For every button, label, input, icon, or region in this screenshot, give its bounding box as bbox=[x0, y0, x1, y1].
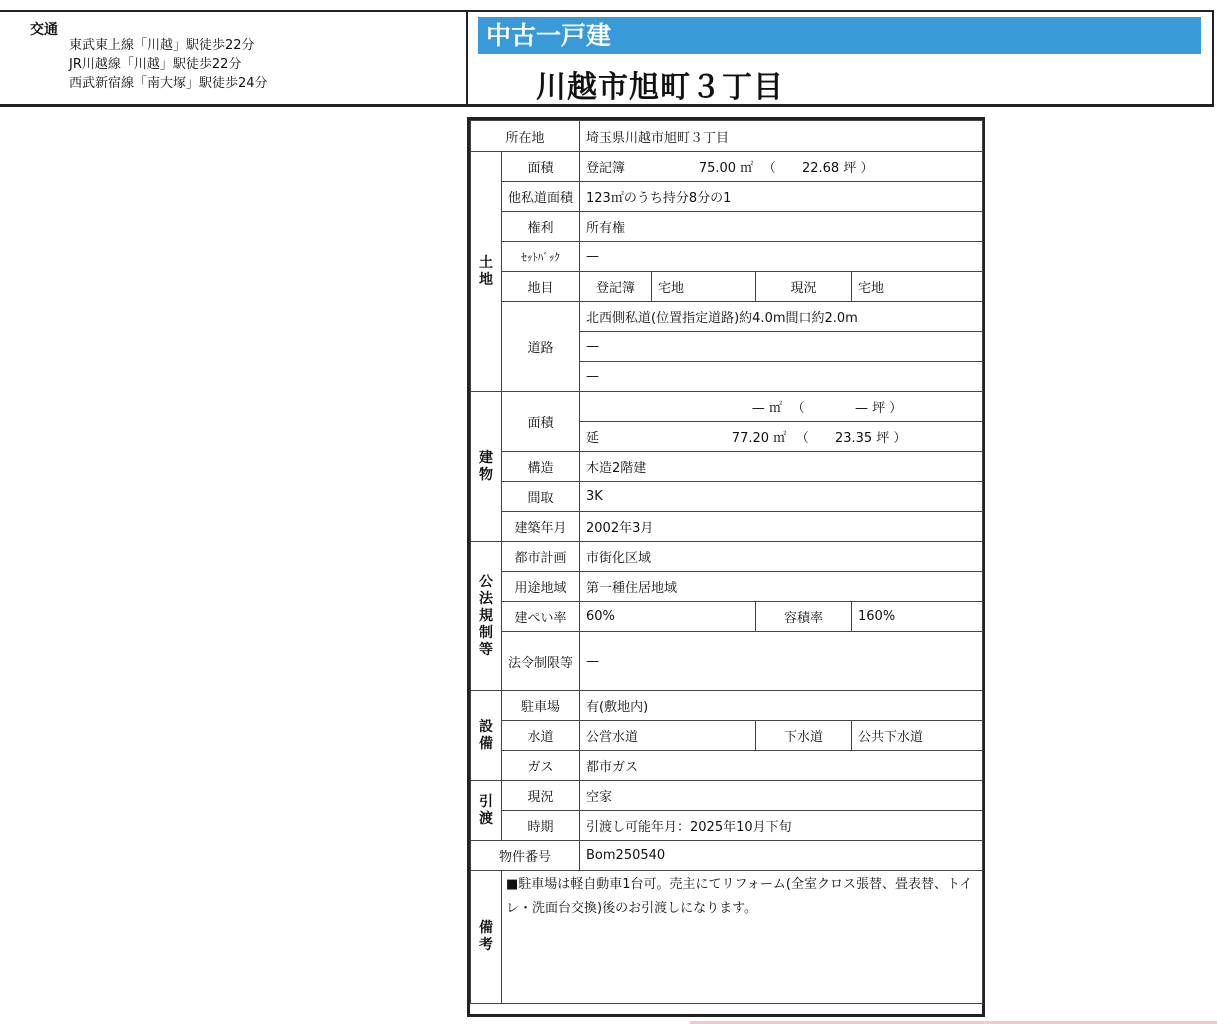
transit-line-3: 西武新宿線「南大塚」駅徒歩24分 bbox=[69, 76, 268, 91]
category-registry-value: 宅地 bbox=[652, 272, 756, 302]
building-area-1-paren: （ bbox=[791, 401, 805, 416]
private-road-label: 他私道面積 bbox=[502, 182, 580, 212]
coverage-label: 建ぺい率 bbox=[502, 602, 580, 632]
land-category-label: 地目 bbox=[502, 272, 580, 302]
listing-title: 川越市旭町３丁目 bbox=[536, 70, 784, 105]
built-value: 2002年3月 bbox=[580, 512, 983, 542]
layout-value: 3K bbox=[580, 482, 983, 512]
category-current-value: 宅地 bbox=[852, 272, 983, 302]
land-area-source: 登記簿 bbox=[586, 161, 626, 176]
structure-label: 構造 bbox=[502, 452, 580, 482]
building-area-2-sqm: 77.20 ㎡ bbox=[731, 431, 787, 446]
legal-label: 法令制限等 bbox=[502, 632, 580, 691]
far-label: 容積率 bbox=[756, 602, 852, 632]
road-row-3: — bbox=[580, 362, 983, 392]
handover-group-label: 引 渡 bbox=[471, 781, 502, 841]
location-label: 所在地 bbox=[471, 121, 580, 152]
structure-value: 木造2階建 bbox=[580, 452, 983, 482]
road-row-2: — bbox=[580, 332, 983, 362]
handover-status-label: 現況 bbox=[502, 781, 580, 811]
building-area-1-sqm: — ㎡ bbox=[751, 401, 783, 416]
property-spec-table bbox=[467, 117, 985, 1017]
building-area-2-tsubo: 23.35 坪 ） bbox=[834, 431, 907, 446]
parking-label: 駐車場 bbox=[502, 691, 580, 721]
facilities-group-label: 設 備 bbox=[471, 691, 502, 781]
rights-label: 権利 bbox=[502, 212, 580, 242]
legal-value: — bbox=[580, 632, 983, 691]
far-value: 160% bbox=[852, 602, 983, 632]
rights-value: 所有権 bbox=[580, 212, 983, 242]
city-plan-value: 市街化区域 bbox=[580, 542, 983, 572]
building-area-2-paren: （ bbox=[795, 431, 809, 446]
category-current-label: 現況 bbox=[756, 272, 852, 302]
property-type-band: 中古一戸建 bbox=[478, 17, 1201, 54]
remarks-text: ■駐車場は軽自動車1台可。売主にてリフォーム(全室クロス張替、畳表替、トイレ・洗面台交換)後のお引渡しになります。 bbox=[502, 871, 983, 1004]
handover-timing-value: 引渡し可能年月：2025年10月下旬 bbox=[580, 811, 983, 841]
remarks-group-label: 備 考 bbox=[471, 871, 502, 1004]
layout-label: 間取 bbox=[502, 482, 580, 512]
transit-lines bbox=[69, 36, 268, 93]
coverage-value: 60% bbox=[580, 602, 756, 632]
header-divider bbox=[466, 12, 468, 104]
land-area-sqm: 75.00 ㎡ bbox=[698, 161, 754, 176]
building-area-row-1 bbox=[580, 392, 983, 422]
land-area-tsubo: 22.68 坪 ） bbox=[801, 161, 874, 176]
land-area-paren: （ bbox=[762, 161, 776, 176]
water-label: 水道 bbox=[502, 721, 580, 751]
sewer-value: 公共下水道 bbox=[852, 721, 983, 751]
zoning-label: 用途地域 bbox=[502, 572, 580, 602]
private-road-value: 123㎡のうち持分8分の1 bbox=[580, 182, 983, 212]
building-group-label: 建 物 bbox=[471, 392, 502, 542]
transit-label: 交通 bbox=[30, 22, 58, 38]
land-group-label: 土 地 bbox=[471, 152, 502, 392]
handover-timing-label: 時期 bbox=[502, 811, 580, 841]
handover-status-value: 空家 bbox=[580, 781, 983, 811]
building-area-label: 面積 bbox=[502, 392, 580, 452]
regulations-group-label: 公 法 規 制 等 bbox=[471, 542, 502, 691]
built-label: 建築年月 bbox=[502, 512, 580, 542]
building-area-1-tsubo: — 坪 ） bbox=[855, 401, 903, 416]
transit-line-2: JR川越線「川越」駅徒歩22分 bbox=[69, 57, 242, 72]
land-area-label: 面積 bbox=[502, 152, 580, 182]
location-value: 埼玉県川越市旭町３丁目 bbox=[580, 121, 983, 152]
setback-label: ｾｯﾄﾊﾞｯｸ bbox=[502, 242, 580, 272]
city-plan-label: 都市計画 bbox=[502, 542, 580, 572]
header-band bbox=[0, 10, 1214, 107]
gas-value: 都市ガス bbox=[580, 751, 983, 781]
road-label: 道路 bbox=[502, 302, 580, 392]
setback-value: — bbox=[580, 242, 983, 272]
road-row-1: 北西側私道(位置指定道路)約4.0m間口約2.0m bbox=[580, 302, 983, 332]
gas-label: ガス bbox=[502, 751, 580, 781]
property-no-label: 物件番号 bbox=[471, 841, 580, 871]
property-no-value: Bom250540 bbox=[580, 841, 983, 871]
category-registry-label: 登記簿 bbox=[580, 272, 652, 302]
sewer-label: 下水道 bbox=[756, 721, 852, 751]
transit-line-1: 東武東上線「川越」駅徒歩22分 bbox=[69, 38, 255, 53]
parking-value: 有(敷地内) bbox=[580, 691, 983, 721]
zoning-value: 第一種住居地域 bbox=[580, 572, 983, 602]
building-area-row-2 bbox=[580, 422, 983, 452]
building-area-2-prefix: 延 bbox=[586, 431, 600, 446]
land-area-cell bbox=[580, 152, 983, 182]
water-value: 公営水道 bbox=[580, 721, 756, 751]
